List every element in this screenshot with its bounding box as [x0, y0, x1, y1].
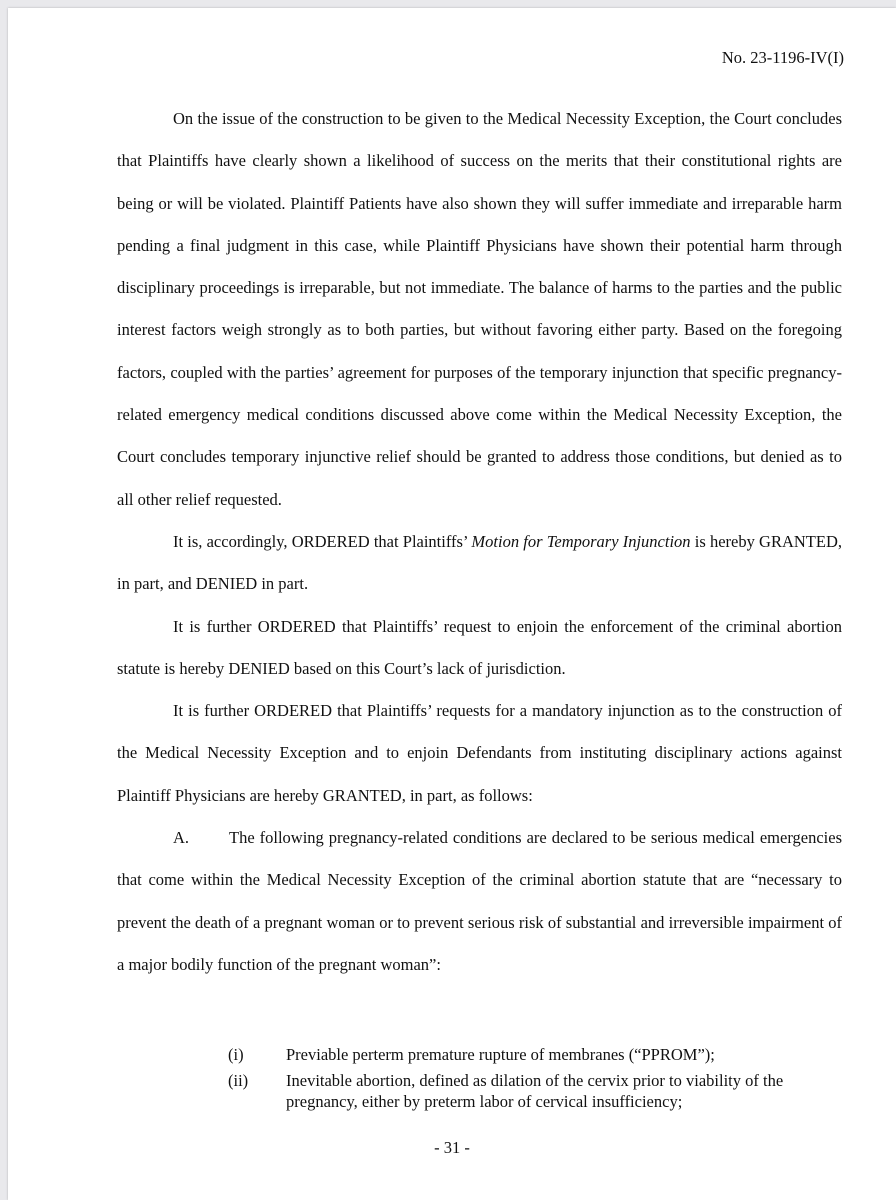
- document-body: [117, 98, 842, 986]
- conditions-list: [228, 1044, 848, 1117]
- list-item-number: (ii): [228, 1071, 249, 1090]
- order-motion-text-start: It is, accordingly, ORDERED that Plaintiffs’: [173, 531, 472, 551]
- motion-title: Motion for Temporary Injunction: [471, 531, 691, 551]
- list-item: [228, 1070, 848, 1112]
- case-number: No. 23-1196-IV(I): [721, 48, 844, 67]
- paragraph-a-text: The following pregnancy-related conditions are declared to be serious medical emergencies that come within the Medical Necessity Exception of the criminal abortion statute that are “necessary to prevent the death of a pregnant woman or to prevent serious risk of substantial and irreversible impairment of a major bodily function of the pregnant woman”:: [117, 828, 842, 974]
- paragraph-order-granted: It is further ORDERED that Plaintiffs’ requests for a mandatory injunction as to the construction of the Medical Necessity Exception and to enjoin Defendants from instituting disciplinary actions against Plaintiff Physicians are hereby GRANTED, in part, as follows:: [117, 701, 842, 805]
- list-item: [228, 1044, 848, 1065]
- order-motion-text-end: is hereby GRANTED, in part, and DENIED in part.: [117, 531, 842, 594]
- list-item-text: Inevitable abortion, defined as dilation of the cervix prior to viability of the pregnancy, either by preterm labor of cervical insufficiency;: [286, 1071, 784, 1111]
- page-number: - 31 -: [434, 1138, 470, 1157]
- paragraph-a: [117, 817, 842, 986]
- paragraph-a-label: A.: [173, 828, 190, 848]
- list-item-text: Previable perterm premature rupture of membranes (“PPROM”);: [286, 1045, 715, 1064]
- paragraph-conclusion: On the issue of the construction to be given to the Medical Necessity Exception, the Court concludes that Plaintiffs have clearly shown a likelihood of success on the merits that their constitutional rights are being or will be violated. Plaintiff Patients have also shown they will suffer immediate and irreparable harm pending a final judgment in this case, while Plaintiff Physicians have shown their potential harm through disciplinary proceedings is irreparable, but not immediate. The balance of harms to the parties and the public interest factors weigh strongly as to both parties, but without favoring either party. Based on the foregoing factors, coupled with the parties’ agreement for purposes of the temporary injunction that specific pregnancy-related emergency medical conditions discussed above come within the Medical Necessity Exception, the Court concludes temporary injunctive relief should be granted to address those conditions, but denied as to all other relief requested.: [117, 109, 842, 509]
- paragraph-order-motion: [117, 521, 842, 606]
- list-item-number: (i): [228, 1045, 244, 1064]
- document-page: [8, 8, 896, 1200]
- paragraph-order-denied: It is further ORDERED that Plaintiffs’ request to enjoin the enforcement of the criminal abortion statute is hereby DENIED based on this Court’s lack of jurisdiction.: [117, 616, 842, 678]
